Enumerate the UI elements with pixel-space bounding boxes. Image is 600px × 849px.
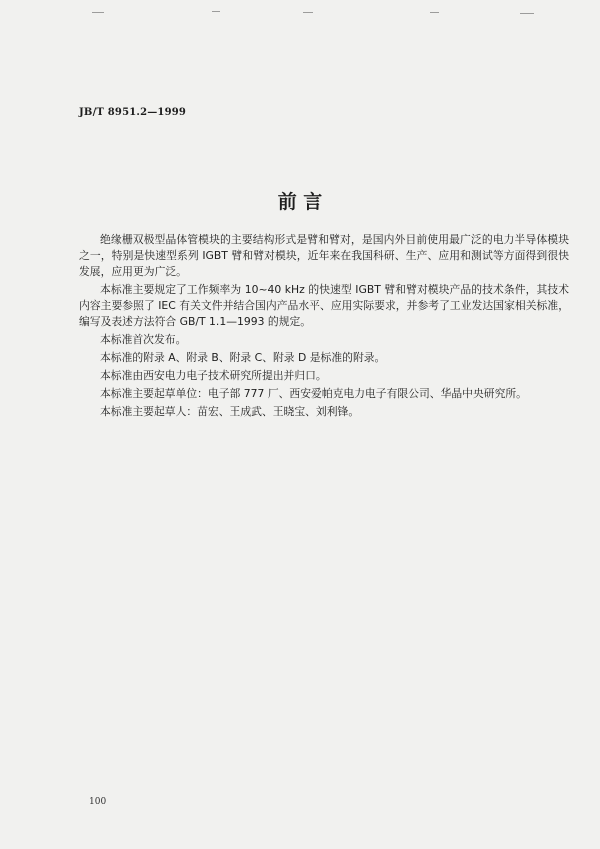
paragraph: 绝缘栅双极型晶体管模块的主要结构形式是臂和臂对，是国内外目前使用最广泛的电力半导体模块之一，特别是快速型系列 IGBT 臂和臂对模块，近年来在我国科研、生产、应用和测试等方面得到很快发展，应用更为广泛。 [79, 233, 569, 278]
paragraph: 本标准主要起草单位：电子部 777 厂、西安爱帕克电力电子有限公司、华晶中央研究所。 [100, 387, 527, 400]
scan-artifact [303, 12, 313, 13]
preface-body [79, 232, 569, 420]
standard-code: JB/T 8951.2—1999 [79, 107, 187, 118]
scan-artifact [92, 12, 104, 13]
paragraph: 本标准主要起草人：苗宏、王成武、王晓宝、刘利锋。 [100, 405, 360, 418]
scan-artifact [430, 12, 439, 13]
page-number: 100 [89, 797, 107, 807]
paragraph: 本标准首次发布。 [100, 333, 187, 346]
paragraph: 本标准主要规定了工作频率为 10~40 kHz 的快速型 IGBT 臂和臂对模块产品的技术条件，其技术内容主要参照了 IEC 有关文件并结合国内产品水平、应用实际要求，并参考了工业发达国家相关标准，编写及表述方法符合 GB/T 1.1—1993 的规定。 [79, 283, 569, 328]
paragraph: 本标准的附录 A、附录 B、附录 C、附录 D 是标准的附录。 [100, 351, 386, 364]
paragraph: 本标准由西安电力电子技术研究所提出并归口。 [100, 369, 327, 382]
page-title: 前 言 [277, 191, 323, 213]
scan-artifact [520, 13, 534, 14]
scan-artifact [212, 11, 220, 12]
